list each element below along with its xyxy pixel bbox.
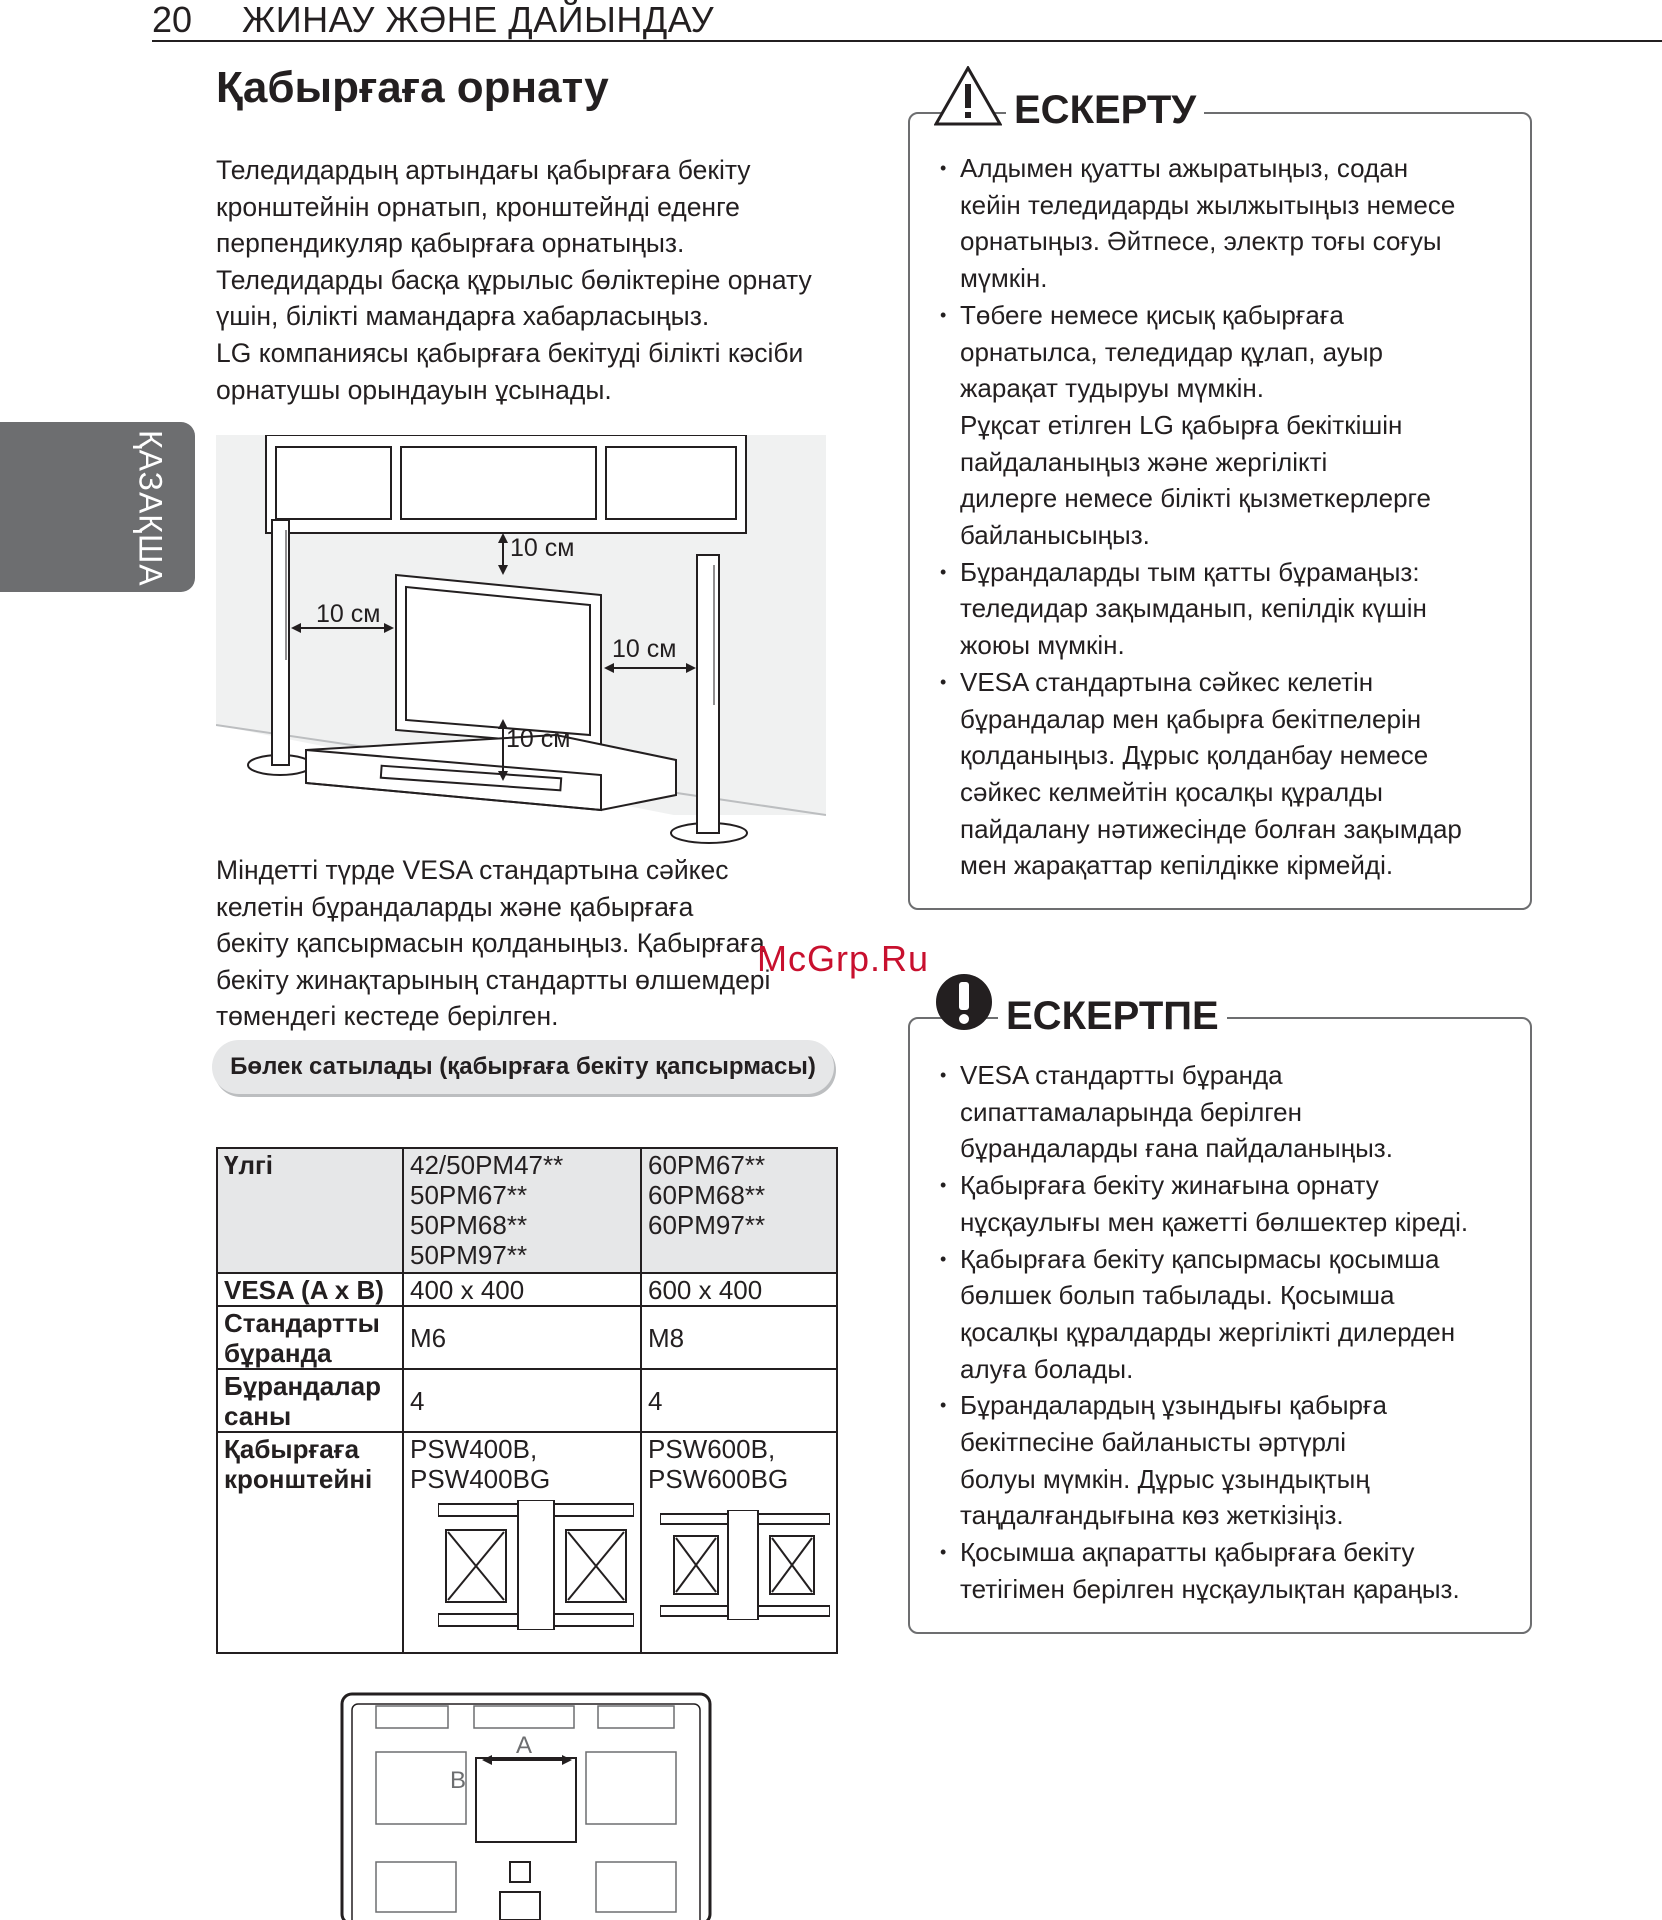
row-label-vesa: VESA (A x B) bbox=[217, 1273, 403, 1306]
list-item: • Бұрандалардың ұзындығы қабырға бекітпесіне байланысты әртүрлі болуы мүмкін. Дұрыс ұзындықтың таңдалғандығына көз жеткізіңіз. bbox=[940, 1390, 1387, 1531]
warning-list bbox=[940, 150, 1500, 884]
list-item-text: VESA стандартты бұранда сипаттамаларында берілген бұрандаларды ғана пайдаланыңыз. bbox=[960, 1060, 1393, 1164]
table-row bbox=[217, 1148, 837, 1273]
dimension-b-label: B bbox=[450, 1767, 467, 1794]
list-item-text: Қабырғаға бекіту қапсырмасы қосымша бөлшек болып табылады. Қосымша қосалқы құралдарды жергілікті дилерден алуға болады. bbox=[960, 1243, 1456, 1384]
table-row bbox=[217, 1273, 837, 1306]
warning-triangle-icon bbox=[934, 66, 1002, 126]
chapter-title: ЖИНАУ ЖӘНЕ ДАЙЫНДАУ bbox=[242, 0, 715, 40]
wall-mount-spec-table bbox=[216, 1147, 838, 1654]
list-item-text: Төбеге немесе қисық қабырғаға орнатылса, теледидар құлап, ауыр жарақат тудыруы мүмкін. Рұқсат етілген LG қабырға бекіткішін пайдаланыңыз және жергілікті дилерге немесе білікті қызметкерлерге байланысыңыз. bbox=[960, 299, 1431, 551]
list-item: • Қабырғаға бекіту жинағына орнату нұсқаулығы мен қажетті бөлшектер кіреді. bbox=[940, 1170, 1469, 1237]
page-number: 20 bbox=[152, 0, 193, 40]
intro-paragraph: Теледидардың артындағы қабырғаға бекіту кронштейнін орнатып, кронштейнді еденге перпендикуляр қабырғаға орнатыңыз. Теледидарды басқа құрылыс бөліктеріне орнату үшін, білікті мамандарға хабарласыңыз. LG компаниясы қабырғаға бекітуді білікті кәсіби орнатушы орындауын ұсынады. bbox=[216, 155, 812, 405]
bracket-cell bbox=[403, 1432, 641, 1653]
row-label-screw-count: Бұрандалар саны bbox=[217, 1369, 403, 1432]
bottom-gap-label: 10 см bbox=[506, 725, 571, 753]
list-item: • Бұрандаларды тым қатты бұрамаңыз: теледидар зақымданып, кепілдік күшін жоюы мүмкін. bbox=[940, 556, 1427, 661]
list-item: • Қосымша ақпаратты қабырғаға бекіту тетігімен берілген нұсқаулықтан қараңыз. bbox=[940, 1537, 1460, 1604]
table-cell: 4 bbox=[641, 1369, 837, 1432]
row-label-screw: Стандартты бұранда bbox=[217, 1306, 403, 1369]
watermark: McGrp.Ru bbox=[757, 938, 930, 979]
list-item-text: Қабырғаға бекіту жинағына орнату нұсқаулығы мен қажетті бөлшектер кіреді. bbox=[960, 1170, 1469, 1237]
table-cell: M8 bbox=[641, 1306, 837, 1369]
tv-back-vesa-diagram bbox=[340, 1692, 712, 1920]
list-item-text: Қосымша ақпаратты қабырғаға бекіту тетігімен берілген нұсқаулықтан қараңыз. bbox=[960, 1537, 1460, 1604]
table-cell: M6 bbox=[403, 1306, 641, 1369]
list-item-text: Алдымен қуатты ажыратыңыз, содан кейін теледидарды жылжытыңыз немесе орнатыңыз. Әйтпесе, электр тоғы соғуы мүмкін. bbox=[960, 153, 1456, 294]
bracket-psw400-image bbox=[438, 1500, 634, 1630]
installation-clearance-diagram bbox=[216, 435, 826, 845]
table-cell: 400 x 400 bbox=[403, 1273, 641, 1306]
dimension-a-label: A bbox=[516, 1732, 533, 1759]
right-gap-label: 10 см bbox=[612, 635, 677, 663]
bracket-psw600-image bbox=[660, 1510, 830, 1620]
header-rule bbox=[152, 40, 1662, 42]
table-cell: 600 x 400 bbox=[641, 1273, 837, 1306]
list-item: • Қабырғаға бекіту қапсырмасы қосымша бөлшек болып табылады. Қосымша қосалқы құралдарды жергілікті дилерден алуға болады. bbox=[940, 1243, 1456, 1384]
row-label-model: Үлгі bbox=[217, 1148, 403, 1273]
list-item: • Алдымен қуатты ажыратыңыз, содан кейін теледидарды жылжытыңыз немесе орнатыңыз. Әйтпесе, электр тоғы соғуы мүмкін. bbox=[940, 153, 1456, 294]
left-gap-label: 10 см bbox=[316, 600, 381, 628]
list-item: • VESA стандартына сәйкес келетін бұрандалар мен қабырға бекітпелерін қолданыңыз. Дұрыс қолданбау немесе сәйкес келмейтін қосалқы құралды пайдалану нәтижесінде болған зақымдар мен жарақаттар кепілдікке кірмейді. bbox=[940, 666, 1462, 881]
table-row bbox=[217, 1432, 837, 1653]
warning-title: ЕСКЕРТУ bbox=[1006, 88, 1204, 133]
list-item: • Төбеге немесе қисық қабырғаға орнатылса, теледидар құлап, ауыр жарақат тудыруы мүмкін. Рұқсат етілген LG қабырға бекіткішін пайдаланыңыз және жергілікті дилерге немесе білікті қызметкерлерге байланысыңыз. bbox=[940, 299, 1431, 551]
list-item: • VESA стандартты бұранда сипаттамаларында берілген бұрандаларды ғана пайдаланыңыз. bbox=[940, 1060, 1393, 1164]
bracket-cell bbox=[641, 1432, 837, 1653]
language-tab-label: ҚАЗАҚША bbox=[132, 429, 169, 587]
list-item-text: Бұрандалардың ұзындығы қабырға бекітпесіне байланысты әртүрлі болуы мүмкін. Дұрыс ұзындықтың таңдалғандығына көз жеткізіңіз. bbox=[960, 1390, 1387, 1531]
table-cell: 60PM67** 60PM68** 60PM97** bbox=[641, 1148, 837, 1273]
vesa-paragraph: Міндетті түрде VESA стандартына сәйкес келетін бұрандаларды және қабырғаға бекіту қапсырмасын қолданыңыз. Қабырғаға бекіту жинақтарының стандартты өлшемдері төмендегі кестеде берілген. bbox=[216, 855, 771, 1032]
list-item-text: VESA стандартына сәйкес келетін бұрандалар мен қабырға бекітпелерін қолданыңыз. Дұрыс қолданбау немесе сәйкес келмейтін қосалқы құралды пайдалану нәтижесінде болған зақымдар мен жарақаттар кепілдікке кірмейді. bbox=[960, 666, 1462, 881]
exclamation-circle-icon bbox=[934, 972, 994, 1032]
table-cell: 42/50PM47** 50PM67** 50PM68** 50PM97** bbox=[403, 1148, 641, 1273]
list-item-text: Бұрандаларды тым қатты бұрамаңыз: теледидар зақымданып, кепілдік күшін жоюы мүмкін. bbox=[960, 556, 1427, 661]
table-row bbox=[217, 1306, 837, 1369]
section-title: Қабырғаға орнату bbox=[216, 63, 609, 112]
table-cell-text: PSW600B, PSW600BG bbox=[648, 1434, 789, 1494]
sold-separately-pill: Бөлек сатылады (қабырғаға бекіту қапсырмасы) bbox=[212, 1040, 834, 1094]
note-list bbox=[940, 1057, 1500, 1608]
table-row bbox=[217, 1369, 837, 1432]
table-cell-text: PSW400B, PSW400BG bbox=[410, 1434, 551, 1494]
row-label-bracket: Қабырғаға кронштейні bbox=[217, 1432, 403, 1653]
note-title: ЕСКЕРТПЕ bbox=[998, 994, 1227, 1039]
top-gap-label: 10 см bbox=[510, 534, 575, 562]
table-cell: 4 bbox=[403, 1369, 641, 1432]
